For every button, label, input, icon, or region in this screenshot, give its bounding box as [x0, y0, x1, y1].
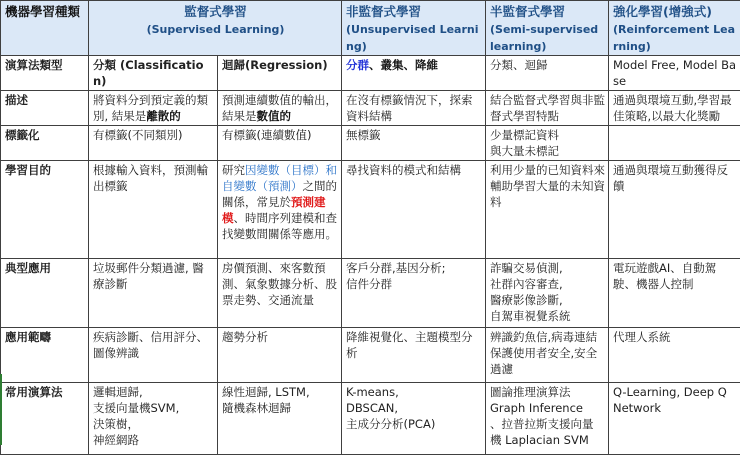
- row-label: 典型應用: [1, 259, 89, 328]
- cell-regression-applications: 房價預測、來客數預測、氣象數據分析、股票走勢、交通流量: [218, 259, 342, 328]
- header-row: [1, 1, 740, 56]
- text-line: 信件分群: [346, 276, 482, 292]
- text-line: 客戶分群,基因分析;: [346, 260, 482, 276]
- text-line: 醫療影像診斷,: [490, 292, 605, 308]
- corner-header: 機器學習種類: [1, 1, 89, 56]
- header-semi-supervised: [486, 1, 609, 56]
- selection-edge-marker: [0, 374, 2, 445]
- row-labeling: [1, 126, 740, 161]
- header-unsupervised-zh: 非監督式學習: [346, 2, 482, 21]
- cell-regression-labeling: 有標籤(連續數值): [218, 126, 342, 161]
- cell-reinforcement-scope: 代理人系統: [609, 328, 740, 383]
- cell-unsupervised-algorithms: [342, 383, 486, 455]
- cell-unsupervised-description: 在沒有標籤情況下，探索資料結構: [342, 91, 486, 126]
- cell-unsupervised-applications: [342, 259, 486, 328]
- row-application-scope: [1, 328, 740, 383]
- header-supervised-zh: 監督式學習: [93, 2, 338, 21]
- text-line: 決策樹，: [93, 416, 214, 432]
- row-label: 描述: [1, 91, 89, 126]
- header-unsupervised: [342, 1, 486, 56]
- text: 研究: [222, 163, 245, 177]
- text-line: 神經網路: [93, 432, 214, 448]
- row-common-algorithms: [1, 383, 740, 455]
- cell-semi-goal: 利用少量的已知資料來輔助學習大量的未知資料: [486, 161, 609, 259]
- header-supervised-en: (Supervised Learning): [147, 23, 285, 36]
- text: 、時間序列建模和查找變數間關係等應用。: [222, 211, 337, 241]
- cell-unsupervised-type: [342, 56, 486, 91]
- text-line: 社群內容審查,: [490, 276, 605, 292]
- text: 之間的關係，常見於: [222, 179, 337, 209]
- row-label: 學習目的: [1, 161, 89, 259]
- cell-classification-applications: 垃圾郵件分類過濾, 醫療診斷: [89, 259, 218, 328]
- header-reinforcement-zh: 強化學習(增強式): [613, 2, 738, 21]
- cell-reinforcement-applications: 電玩遊戲AI、自動駕駛、機器人控制: [609, 259, 740, 328]
- cell-semi-labeling: [486, 126, 609, 161]
- cell-reinforcement-labeling: [609, 126, 740, 161]
- text-line: 、拉普拉斯支援向量: [490, 416, 605, 432]
- row-label: 常用演算法: [1, 383, 89, 455]
- cell-reinforcement-type: Model Free, Model Base: [609, 56, 740, 91]
- text-line: 自駕車視覺系統: [490, 308, 605, 324]
- row-label: 演算法類型: [1, 56, 89, 91]
- text-line: 與大量未標記: [490, 143, 605, 159]
- cell-reinforcement-description: 通過與環境互動,學習最佳策略,以最大化獎勵: [609, 91, 740, 126]
- row-label: 應用範疇: [1, 328, 89, 383]
- cell-regression-goal: [218, 161, 342, 259]
- cell-classification-type: 分類 (Classification): [89, 56, 218, 91]
- header-unsupervised-en: (Unsupervised Learning): [346, 23, 479, 53]
- cell-classification-scope: 疾病診斷、信用評分、圖像辨識: [89, 328, 218, 383]
- text: 預測連續數值的輸出，結果是: [222, 93, 337, 123]
- cell-semi-description: 結合監督式學習與非監督式學習特點: [486, 91, 609, 126]
- text-line: DBSCAN,: [346, 400, 482, 416]
- text-line: 主成分分析(PCA): [346, 416, 482, 432]
- text-line: 隨機森林迴歸: [222, 400, 338, 416]
- cell-classification-labeling: 有標籤(不同類別): [89, 126, 218, 161]
- cell-classification-description: [89, 91, 218, 126]
- cell-classification-goal: 根據輸入資料，預測輸出標籤: [89, 161, 218, 259]
- emphasis-text: 離散的: [146, 109, 181, 123]
- text-line: 詐騙交易偵測,: [490, 260, 605, 276]
- row-description: [1, 91, 740, 126]
- header-reinforcement-en: (Reinforcement Learning): [613, 23, 735, 53]
- cell-semi-algorithms: [486, 383, 609, 455]
- cell-regression-description: [218, 91, 342, 126]
- text-line: Graph Inference: [490, 400, 605, 416]
- cell-reinforcement-goal: 通過與環境互動獲得反饋: [609, 161, 740, 259]
- header-supervised: [89, 1, 342, 56]
- text-line: 機 Laplacian SVM: [490, 432, 605, 448]
- text: 將資料分到預定義的類別, 結果是: [93, 93, 208, 123]
- cell-reinforcement-algorithms: Q-Learning, Deep Q Network: [609, 383, 740, 455]
- text-line: 圖論推理演算法: [490, 384, 605, 400]
- text-line: 少量標記資料: [490, 127, 605, 143]
- cell-semi-type: 分類、迴歸: [486, 56, 609, 91]
- text-line: 邏輯迴歸,: [93, 384, 214, 400]
- header-reinforcement: [609, 1, 740, 56]
- text-line: 支援向量機SVM,: [93, 400, 214, 416]
- row-learning-goal: [1, 161, 740, 259]
- emphasis-text: 數值的: [257, 109, 292, 123]
- predictive-modeling-highlight: 預測建模: [222, 195, 326, 225]
- text-line: K-means,: [346, 384, 482, 400]
- row-typical-applications: [1, 259, 740, 328]
- text-line: 線性迴歸, LSTM,: [222, 384, 338, 400]
- cell-regression-scope: 趨勢分析: [218, 328, 342, 383]
- row-algorithm-type: [1, 56, 740, 91]
- header-semi-en: (Semi-supervised learning): [490, 23, 598, 53]
- cell-unsupervised-labeling: 無標籤: [342, 126, 486, 161]
- cell-classification-algorithms: [89, 383, 218, 455]
- cell-regression-algorithms: [218, 383, 342, 455]
- header-semi-zh: 半監督式學習: [490, 2, 605, 21]
- row-label: 標籤化: [1, 126, 89, 161]
- cell-semi-scope: 辨識釣魚信,病毒連結保護使用者安全,安全過濾: [486, 328, 609, 383]
- cell-unsupervised-goal: 尋找資料的模式和結構: [342, 161, 486, 259]
- cell-unsupervised-scope: 降維視覺化、主題模型分析: [342, 328, 486, 383]
- variables-highlight: 因變數（目標）和自變數（預測）: [222, 163, 337, 193]
- cell-semi-applications: [486, 259, 609, 328]
- clustering-highlight: 分群: [346, 58, 369, 72]
- cell-regression-type: 迴歸(Regression): [218, 56, 342, 91]
- unsupervised-type-rest: 、叢集、降維: [369, 58, 438, 72]
